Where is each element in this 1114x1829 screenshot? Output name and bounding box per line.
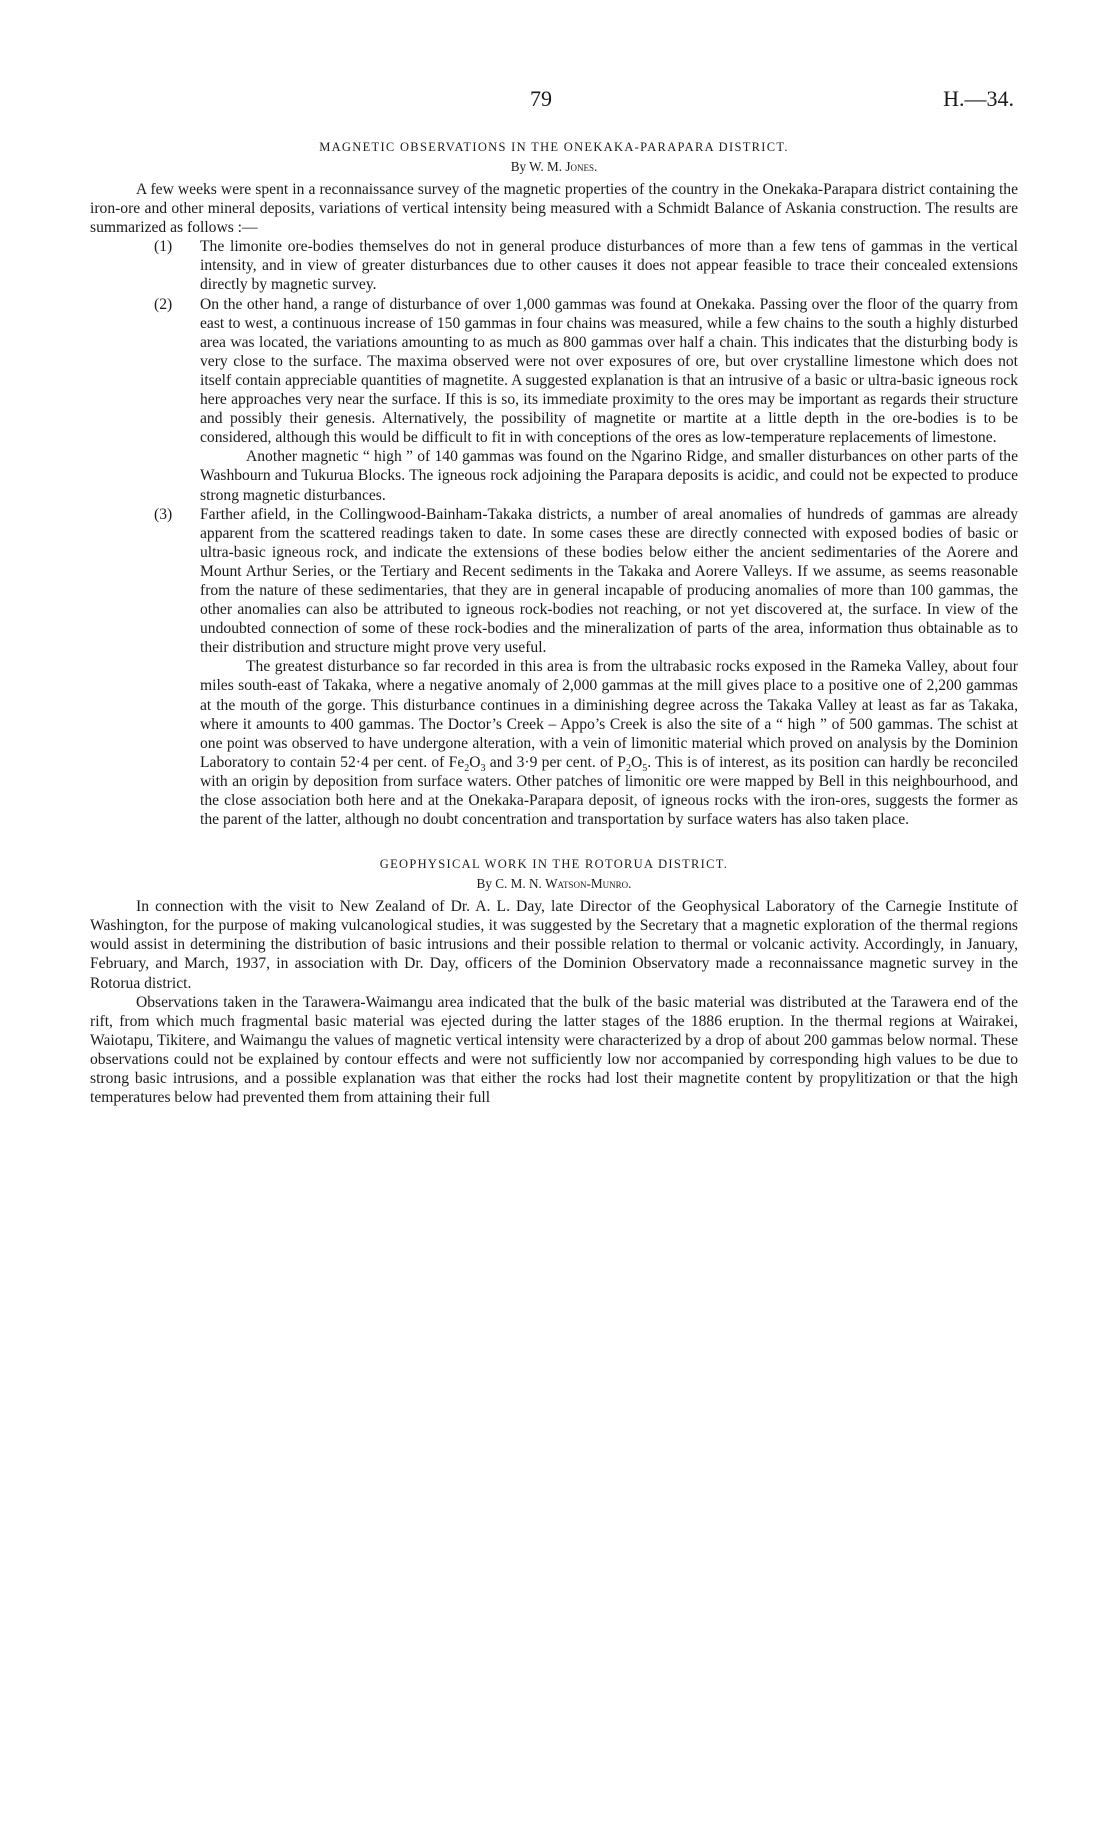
closing-text-c: . This is of interest, as its position can hardly be reconciled with an origin by deposition from surface waters. Other patches of limonitic ore were mapped by Bell in this neighbourhood, and the close association both here and at the Onekaka-Parapara deposit, of igneous rocks with the iron-ores, suggests the former as the parent of the latter, although no doubt concentration and transportation by surface waters has also taken place. — [200, 753, 1018, 829]
list-item-3 — [90, 505, 1018, 830]
list-paragraph: The limonite ore-bodies themselves do not in general produce disturbances of more than a few tens of gammas in the vertical intensity, and in view of greater disturbances due to other causes it does not appear feasible to trace their concealed extensions directly by magnetic survey. — [200, 238, 1018, 294]
intro-paragraph: A few weeks were spent in a reconnaissance survey of the magnetic properties of the country in the Onekaka-Parapara district containing the iron-ore and other mineral deposits, variations of vertical intensity being measured with a Schmidt Balance of Askania construction. The results are summarized as follows :— — [90, 181, 1018, 237]
formula-letter: O — [630, 753, 643, 771]
list-paragraph: On the other hand, a range of disturbance of over 1,000 gammas was found at Onekaka. Passing over the floor of the quarry from east to west, a continuous increase of 150 gammas in four chains was measured, while a few chains to the south a highly disturbed area was located, the variations amounting to as much as 800 gammas over half a chain. This indicates that the disturbing body is very close to the surface. The maxima observed were not over exposures of ore, but over crystalline limestone which does not itself contain appreciable quantities of magnetite. A suggested explanation is that an intrusive of a basic or ultra-basic igneous rock here approaches very near the surface. If this is so, its immediate proximity to the ores may be important as regards their structure and possibly their genesis. Alternatively, the possibility of magnetite or martite at a little depth in the ore-bodies is to be considered, although this would be difficult to fit in with conceptions of the ores as low-temperature replacements of limestone. — [200, 295, 1018, 447]
list-item-1 — [90, 237, 1018, 294]
subscript: 2 — [464, 762, 470, 774]
subscript: 5 — [642, 762, 648, 774]
closing-text-b: and 3·9 per cent. of P — [485, 753, 626, 771]
page-body — [90, 138, 1018, 1107]
byline-author: Watson-Munro. — [545, 876, 632, 892]
list-number: (3) — [154, 505, 173, 523]
page-number: 79 — [530, 86, 552, 111]
list-number: (2) — [154, 295, 173, 313]
byline-prefix: By C. M. N. — [476, 876, 546, 892]
section-title-rotorua: GEOPHYSICAL WORK IN THE ROTORUA DISTRICT. — [379, 857, 729, 872]
closing-paragraph — [200, 657, 1018, 829]
page-reference: H.—34. — [943, 86, 1014, 111]
list-paragraph: Farther afield, in the Collingwood-Bainham-Takaka districts, a number of areal anomalies of hundreds of gammas are already apparent from the scattered readings taken to date. In some cases these are directly connected with exposed bodies of basic or ultra-basic igneous rock, and indicate the extensions of these bodies below either the ancient sedimentaries of the Aorere and Mount Arthur Series, or the Tertiary and Recent sediments in the Takaka and Aorere Valleys. If we assume, as seems reasonable from the nature of these sedimentaries, that they are in general incapable of producing anomalies of more than 100 gammas, the other anomalies can also be attributed to igneous rock-bodies not reaching, or not yet discovered at, the surface. In view of the undoubted connection of some of these rock-bodies and the mineralization of parts of the area, information thus obtainable as to their distribution and structure might prove very useful. — [200, 505, 1018, 657]
byline-jones — [90, 158, 1018, 176]
section-spacer — [90, 829, 1018, 855]
formula-letter: O — [469, 753, 481, 771]
byline-author: Jones. — [565, 159, 598, 174]
list-item-2 — [90, 295, 1018, 505]
body-paragraph: In connection with the visit to New Zealand of Dr. A. L. Day, late Director of the Geophysical Laboratory of the Carnegie Institute of Washington, for the purpose of making vulcanological studies, it was suggested by the Secretary that a magnetic exploration of the thermal regions would assist in determining the distribution of basic intrusions and their possible relation to thermal or volcanic activity. Accordingly, in January, February, and March, 1937, in association with Dr. Day, officers of the Dominion Observatory made a reconnaissance magnetic survey in the Rotorua district. — [90, 898, 1018, 992]
byline-prefix: By W. M. — [510, 159, 566, 174]
closing-text-a: The greatest disturbance so far recorded in this area is from the ultrabasic rocks exposed in the Rameka Valley, about four miles south-east of Takaka, where a negative anomaly of 2,000 gammas at the mill gives place to a positive one of 2,200 gammas at the mouth of the gorge. This disturbance continues in a diminishing degree across the Takaka Valley at least as far as Takaka, where it amounts to 400 gammas. The Doctor’s Creek – Appo’s Creek is also the site of a “ high ” of 500 gammas. The schist at one point was observed to have undergone alteration, with a vein of limonitic material which proved on analysis by the Dominion Laboratory to contain 52·4 per cent. of Fe — [200, 658, 1018, 771]
subscript: 2 — [625, 762, 631, 774]
section-title-onekaka: MAGNETIC OBSERVATIONS IN THE ONEKAKA-PARAPARA DISTRICT. — [319, 140, 789, 154]
list-paragraph: Another magnetic “ high ” of 140 gammas was found on the Ngarino Ridge, and smaller disturbances on other parts of the Washbourn and Tukurua Blocks. The igneous rock adjoining the Parapara deposits is acidic, and could not be expected to produce strong magnetic disturbances. — [200, 448, 1018, 504]
byline-watson-munro — [90, 875, 1018, 893]
list-number: (1) — [154, 238, 173, 256]
subscript: 3 — [480, 762, 486, 774]
body-paragraph: Observations taken in the Tarawera-Waimangu area indicated that the bulk of the basic material was distributed at the Tarawera end of the rift, from which much fragmental basic material was ejected during the latter stages of the 1886 eruption. In the thermal regions at Wairakei, Waiotapu, Tikitere, and Waimangu the values of magnetic vertical intensity were characterized by a drop of about 200 gammas below normal. These observations could not be explained by contour effects and were not sufficiently low nor accompanied by corresponding high values to be due to strong basic intrusions, and a possible explanation was that either the rocks had lost their magnetite content by propylitization or that the high temperatures below had prevented them from attaining their full — [90, 993, 1018, 1107]
